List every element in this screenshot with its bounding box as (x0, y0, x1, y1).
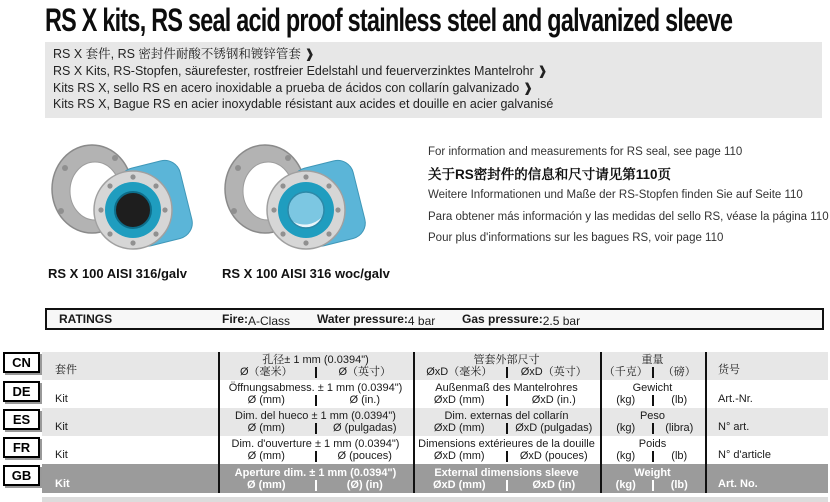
aperture-title: Dim. d'ouverture ± 1 mm (0.0394") (231, 438, 400, 450)
artno-header-cell (705, 464, 828, 493)
external-header-cell (413, 464, 600, 493)
external-mm-label: ØxD (mm) (433, 394, 485, 406)
aperture-mm-label: Ø (mm) (247, 422, 285, 434)
external-in-label: ØxD (pulgadas) (515, 422, 593, 434)
aperture-in-label: (Ø) (in) (346, 479, 383, 491)
table-row-de (42, 380, 828, 408)
kit-label: 套件 (55, 364, 77, 376)
kit-label: Kit (55, 421, 68, 433)
external-header-cell (413, 380, 600, 408)
artno-header-cell (705, 380, 828, 408)
external-header-cell (413, 408, 600, 436)
info-notes (428, 142, 829, 250)
lang-badge-fr: FR (3, 437, 40, 458)
column-divider (413, 352, 415, 493)
external-title: Außenmaß des Mantelrohres (435, 382, 578, 394)
column-divider (705, 352, 707, 493)
lang-badge-es: ES (3, 409, 40, 430)
aperture-mm-label: Ø (mm) (247, 450, 285, 462)
info-note-de: Weitere Informationen und Maße der RS-Stopfen finden Sie auf Seite 110 (428, 189, 803, 201)
table-row-es (42, 408, 828, 436)
rating-gas-pressure (462, 312, 581, 328)
weight-kg-label: (kg) (615, 479, 636, 491)
rating-water-label: Water pressure: (317, 312, 408, 326)
rating-water-value: 4 bar (407, 314, 436, 328)
external-mm-label: ØxD（毫米） (426, 366, 493, 378)
kit-label: Kit (55, 449, 68, 461)
lang-badge-de: DE (3, 381, 40, 402)
aperture-header-cell (218, 464, 413, 493)
external-mm-label: ØxD (mm) (432, 479, 486, 491)
external-title: Dimensions extérieures de la douille (418, 438, 595, 450)
kit-header-cell (42, 408, 218, 436)
external-title: 管套外部尺寸 (473, 354, 540, 366)
artno-label: Art. No. (718, 478, 758, 490)
weight-header-cell (600, 464, 705, 493)
rating-gas-label: Gas pressure: (462, 312, 543, 326)
intro-line-cn: RS X 套件, RS 密封件耐酸不锈钢和镀锌管套 ❱ (53, 47, 315, 61)
product-photo-rsx100-aisi316-galv (45, 136, 205, 264)
rating-fire-label: Fire: (222, 312, 249, 326)
aperture-title: Aperture dim. ± 1 mm (0.0394") (234, 467, 397, 479)
column-divider (218, 352, 220, 493)
kit-label: Kit (55, 478, 70, 490)
aperture-mm-label: Ø（毫米） (239, 366, 293, 378)
table-row-gb (42, 464, 828, 493)
weight-title: 重量 (641, 354, 664, 366)
weight-kg-label: (kg) (616, 422, 636, 434)
weight-kg-label: (kg) (616, 394, 636, 406)
external-header-cell (413, 436, 600, 464)
kit-label: Kit (55, 393, 68, 405)
weight-lb-label: (lb) (671, 450, 688, 462)
aperture-mm-label: Ø (mm) (247, 394, 285, 406)
aperture-in-label: Ø（英寸） (338, 366, 392, 378)
weight-title: Weight (634, 467, 671, 479)
weight-header-cell (600, 436, 705, 464)
weight-kg-label: （千克） (603, 366, 648, 378)
rating-fire (222, 312, 291, 328)
intro-line-fr: Kits RS X, Bague RS en acier inoxydable résistant aux acides et douille en acier galvanisé (53, 97, 554, 112)
lang-badge-gb: GB (3, 465, 40, 486)
intro-line-es: Kits RS X, sello RS en acero inoxidable a prueba de ácidos con collarín galvanizado ❱ (53, 80, 534, 95)
info-note-es: Para obtener más información y las medidas del sello RS, véase la página 110 (428, 210, 829, 223)
aperture-header-cell (218, 380, 413, 408)
aperture-title: 孔径± 1 mm (0.0394") (262, 354, 369, 366)
bottom-strip (42, 497, 828, 502)
product-caption-1: RS X 100 AISI 316/galv (48, 266, 187, 281)
kit-header-cell (42, 436, 218, 464)
external-title: External dimensions sleeve (434, 467, 579, 479)
weight-header-cell (600, 352, 705, 380)
artno-label: Art.-Nr. (718, 393, 753, 405)
external-in-label: ØxD (in.) (531, 394, 576, 406)
aperture-in-label: Ø (pouces) (337, 450, 392, 462)
page-title: RS X kits, RS seal acid proof stainless steel and galvanized sleeve (45, 2, 733, 38)
aperture-header-cell (218, 352, 413, 380)
external-title: Dim. externas del collarín (444, 410, 569, 422)
rating-fire-value: A-Class (248, 314, 291, 328)
external-header-cell (413, 352, 600, 380)
lang-badge-cn: CN (3, 352, 40, 373)
ratings-label: RATINGS (59, 312, 113, 326)
aperture-title: Dim. del hueco ± 1 mm (0.0394") (235, 410, 396, 422)
artno-label: 货号 (718, 364, 740, 376)
rating-water-pressure (317, 312, 436, 328)
info-note-cn: 关于RS密封件的信息和尺寸请见第110页 (428, 166, 672, 182)
weight-lb-label: (lb) (670, 479, 688, 491)
aperture-header-cell (218, 436, 413, 464)
table-row-fr (42, 436, 828, 464)
aperture-mm-label: Ø (mm) (247, 479, 286, 491)
external-in-label: ØxD (in) (532, 479, 576, 491)
ratings-bar (45, 308, 824, 330)
product-caption-2: RS X 100 AISI 316 woc/galv (222, 266, 390, 281)
weight-lb-label: (libra) (665, 422, 694, 434)
aperture-title: Öffnungsabmess. ± 1 mm (0.0394") (228, 382, 403, 394)
weight-header-cell (600, 380, 705, 408)
external-in-label: ØxD (pouces) (519, 450, 588, 462)
product-photo-rsx100-aisi316-woc-galv (218, 136, 378, 264)
table-row-cn (42, 352, 828, 380)
info-note-en: For information and measurements for RS seal, see page 110 (428, 146, 743, 158)
multilingual-intro-box (45, 42, 822, 118)
external-mm-label: ØxD (mm) (433, 450, 485, 462)
intro-line-de: RS X Kits, RS-Stopfen, säurefester, rostfreier Edelstahl und feuerverzinktes Mantelrohr ❱ (53, 63, 548, 78)
artno-header-cell (705, 352, 828, 380)
kit-header-cell (42, 464, 218, 493)
artno-label: N° art. (718, 421, 750, 433)
weight-title: Poids (638, 438, 667, 450)
weight-title: Peso (639, 410, 666, 422)
aperture-header-cell (218, 408, 413, 436)
external-mm-label: ØxD (mm) (433, 422, 485, 434)
aperture-in-label: Ø (pulgadas) (332, 422, 397, 434)
external-in-label: ØxD（英寸） (520, 366, 587, 378)
kit-header-cell (42, 352, 218, 380)
weight-lb-label: （磅） (662, 366, 696, 378)
kit-header-cell (42, 380, 218, 408)
artno-header-cell (705, 408, 828, 436)
weight-title: Gewicht (632, 382, 673, 394)
artno-label: N° d'article (718, 449, 771, 461)
weight-lb-label: (lb) (671, 394, 688, 406)
rating-gas-value: 2.5 bar (542, 314, 581, 328)
info-note-fr: Pour plus d'informations sur les bagues RS, voir page 110 (428, 232, 724, 244)
weight-header-cell (600, 408, 705, 436)
artno-header-cell (705, 436, 828, 464)
column-divider (600, 352, 602, 493)
weight-kg-label: (kg) (616, 450, 636, 462)
aperture-in-label: Ø (in.) (349, 394, 381, 406)
